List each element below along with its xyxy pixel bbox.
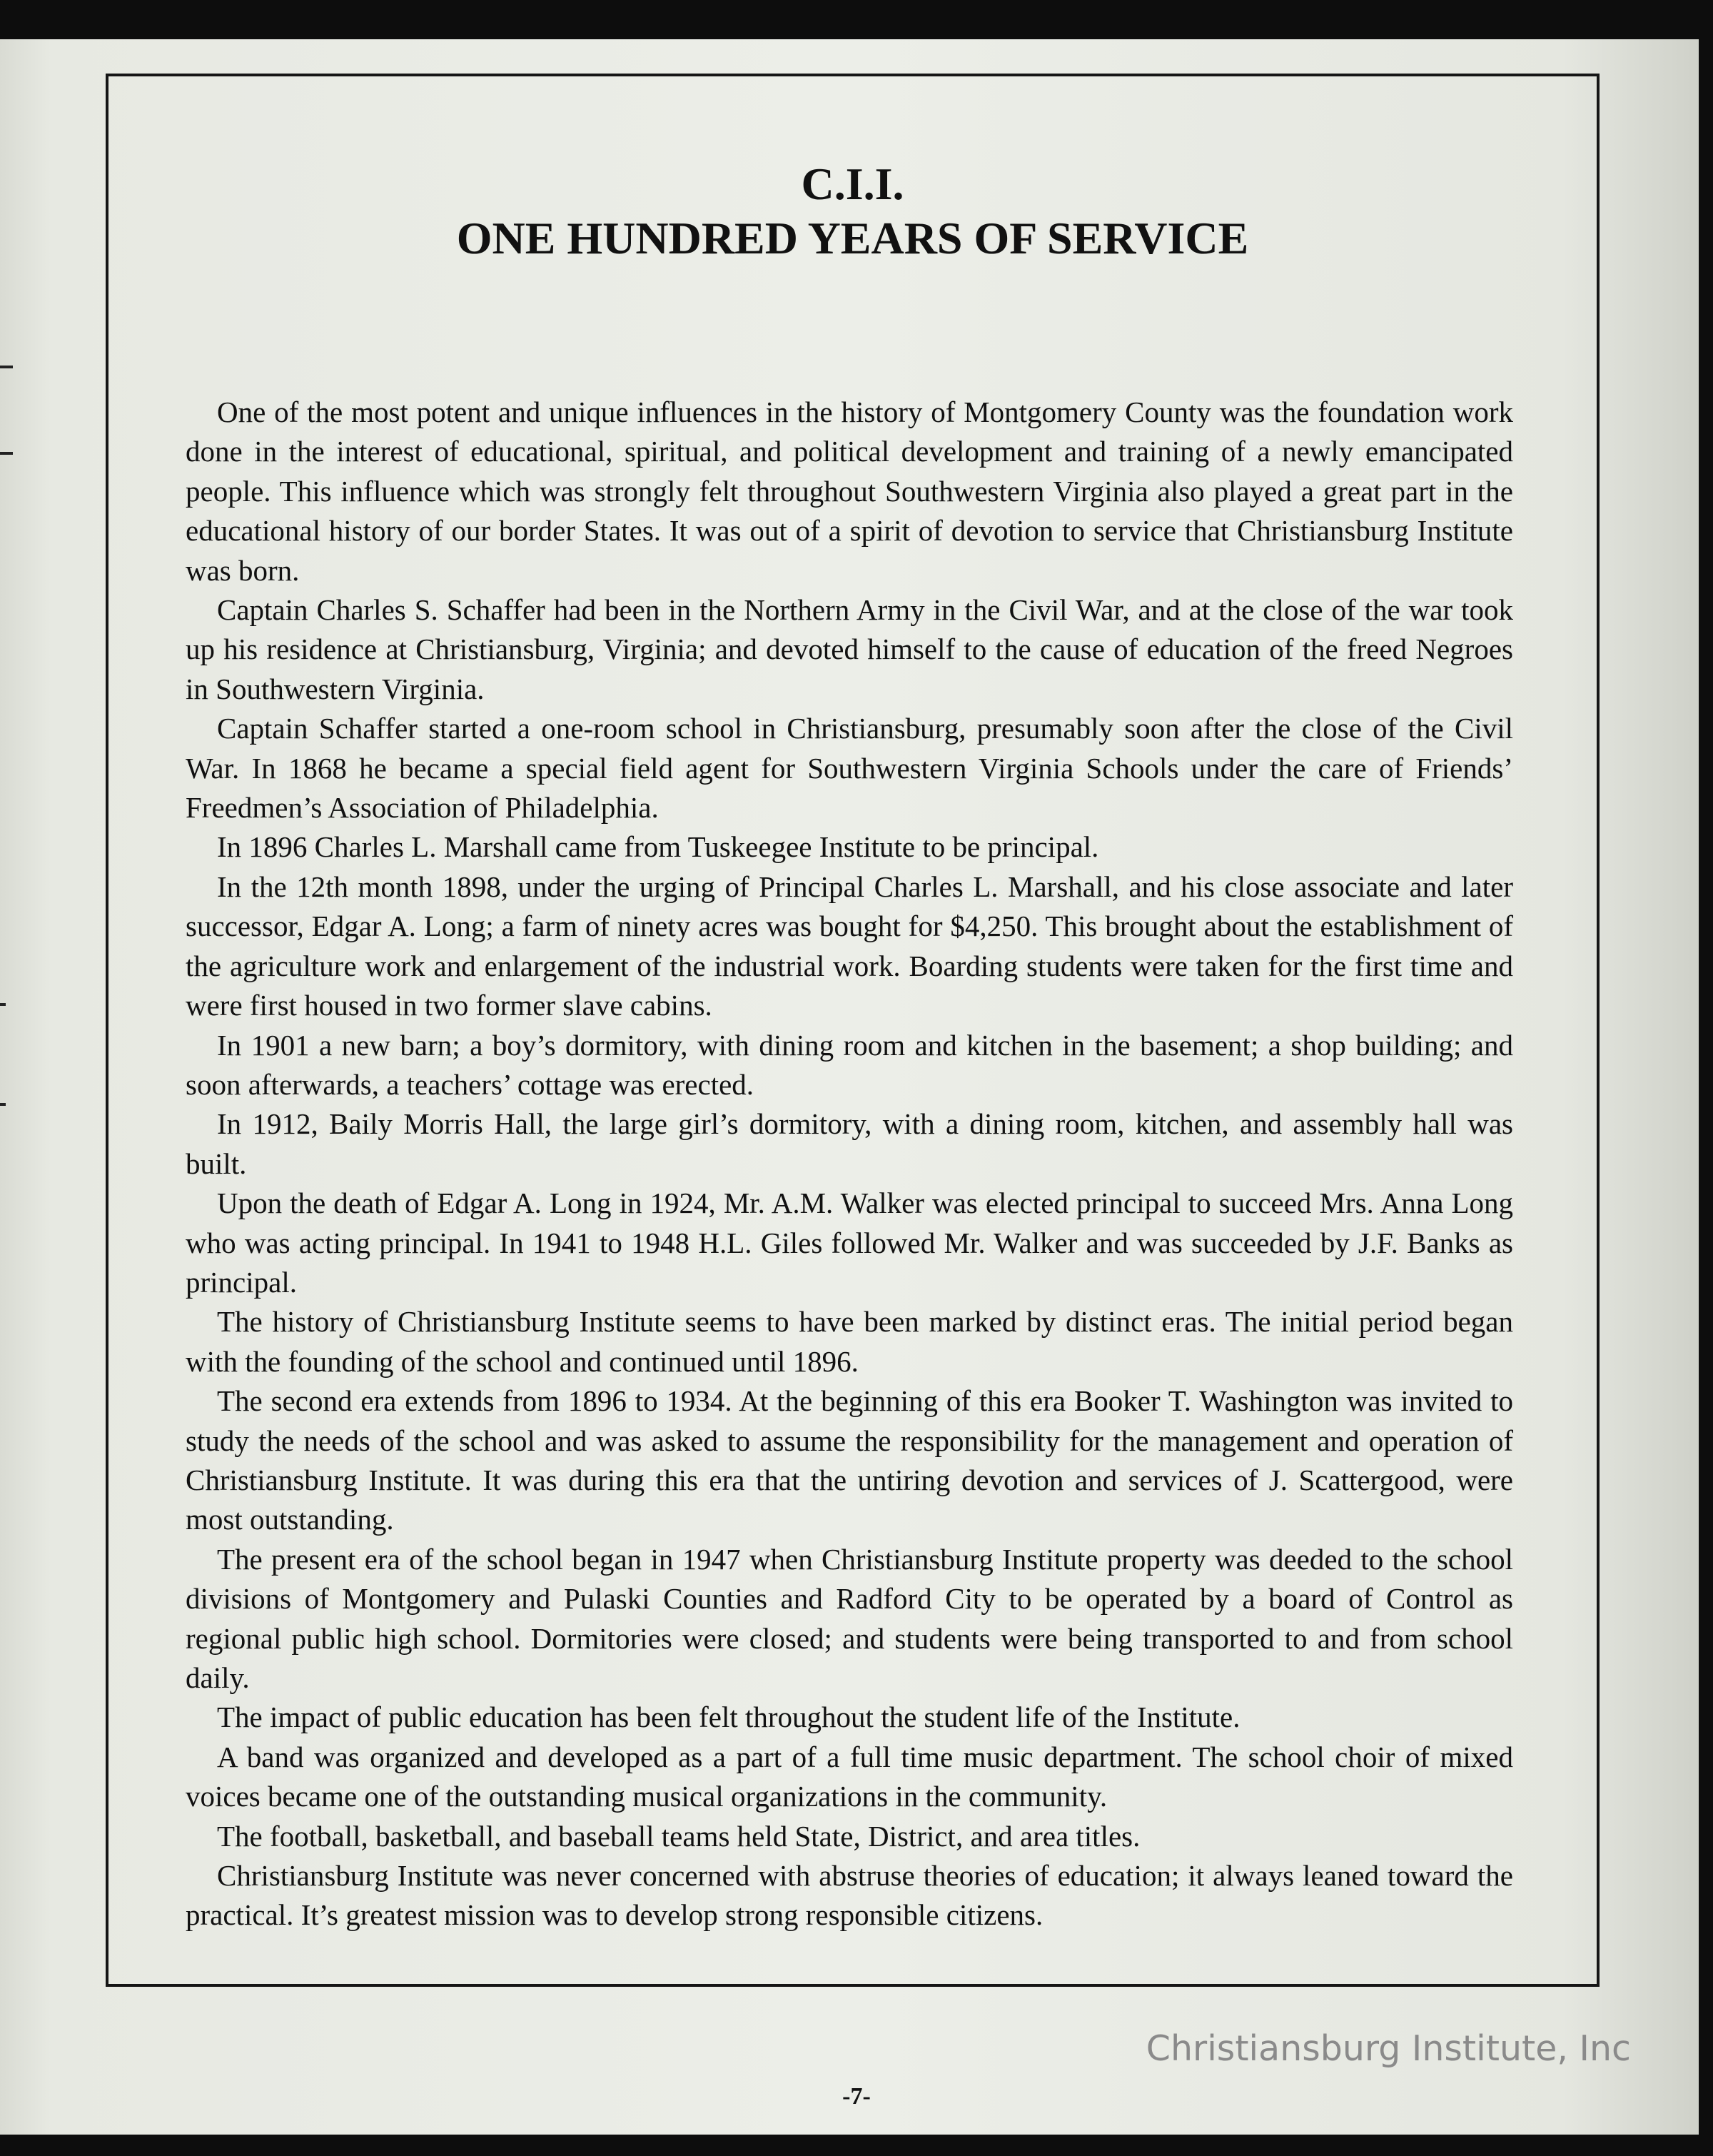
paragraph: In 1896 Charles L. Marshall came from Tuskeegee Institute to be principal.: [217, 830, 1099, 864]
paragraph: In 1901 a new barn; a boy’s dormitory, with dining room and kitchen in the basement; a shop building; and soon afterwards, a teachers’ cottage was erected.: [186, 1028, 1513, 1101]
watermark: Christiansburg Institute, Inc: [1146, 2028, 1631, 2069]
paragraph: Captain Schaffer started a one-room school in Christiansburg, presumably soon after the close of the Civil War. In 1868 he became a special field agent for Southwestern Virginia Schools under the care of Friends’ Freedmen’s Association of Philadelphia.: [186, 712, 1513, 825]
article-body: [186, 393, 1513, 1935]
paragraph: Upon the death of Edgar A. Long in 1924, Mr. A.M. Walker was elected principal to succeed Mrs. Anna Long who was acting principal. In 1941 to 1948 H.L. Giles followed Mr. Walker and was succeeded by J.F. Banks as principal.: [186, 1187, 1513, 1299]
binding-mark: [0, 452, 13, 455]
paragraph: Captain Charles S. Schaffer had been in the Northern Army in the Civil War, and at the close of the war took up his residence at Christiansburg, Virginia; and devoted himself to the cause of education of the freed Negroes in Southwestern Virginia.: [186, 593, 1513, 705]
paragraph: In 1912, Baily Morris Hall, the large girl’s dormitory, with a dining room, kitchen, and assembly hall was built.: [186, 1107, 1513, 1180]
paragraph: The football, basketball, and baseball teams held State, District, and area titles.: [217, 1819, 1141, 1853]
binding-mark: [0, 1003, 6, 1006]
title-line-1: C.I.I.: [801, 158, 904, 209]
title-line-2: ONE HUNDRED YEARS OF SERVICE: [456, 213, 1249, 263]
paragraph: Christiansburg Institute was never concerned with abstruse theories of education; it always leaned toward the practical. It’s greatest mission was to develop strong responsible citizens.: [186, 1859, 1513, 1932]
paragraph: The history of Christiansburg Institute seems to have been marked by distinct eras. The initial period began with the founding of the school and continued until 1896.: [186, 1305, 1513, 1378]
binding-mark: [0, 366, 13, 368]
page-title: [106, 157, 1600, 266]
paragraph: The impact of public education has been felt throughout the student life of the Institute.: [217, 1701, 1240, 1734]
paragraph: The present era of the school began in 1947 when Christiansburg Institute property was deeded to the school divisions of Montgomery and Pulaski Counties and Radford City to be operated by a board of Control as regional public high school. Dormitories were closed; and students were being transported to and from school daily.: [186, 1542, 1513, 1694]
paragraph: In the 12th month 1898, under the urging of Principal Charles L. Marshall, and his close associate and later successor, Edgar A. Long; a farm of ninety acres was bought for $4,250. This brought about the establishment of the agriculture work and enlargement of the industrial work. Boarding students were taken for the first time and were first housed in two former slave cabins.: [186, 870, 1513, 1022]
paragraph: The second era extends from 1896 to 1934. At the beginning of this era Booker T. Washington was invited to study the needs of the school and was asked to assume the responsibility for the management and operation of Christiansburg Institute. It was during this era that the untiring devotion and services of J. Scattergood, were most outstanding.: [186, 1384, 1513, 1536]
binding-mark: [0, 1103, 6, 1106]
paragraph: A band was organized and developed as a part of a full time music department. The school choir of mixed voices became one of the outstanding musical organizations in the community.: [186, 1740, 1513, 1813]
paragraph: One of the most potent and unique influences in the history of Montgomery County was the foundation work done in the interest of educational, spiritual, and political development and training of a newly emancipated people. This influence which was strongly felt throughout Southwestern Virginia also played a great part in the educational history of our border States. It was out of a spirit of devotion to service that Christiansburg Institute was born.: [186, 396, 1513, 587]
page-number: -7-: [842, 2083, 871, 2110]
